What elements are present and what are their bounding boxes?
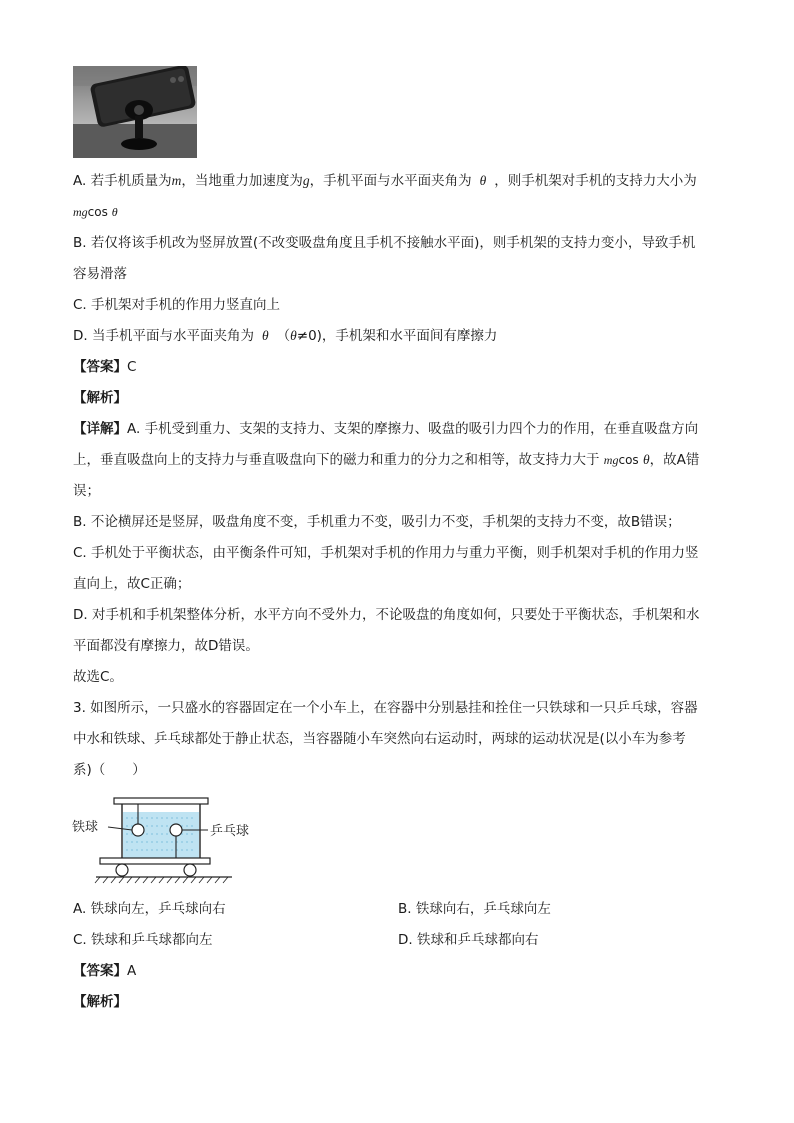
option-a-line1: A. 若手机质量为m，当地重力加速度为g，手机平面与水平面夹角为 θ ，则手机架对手机的支持力大小为 (73, 173, 697, 189)
phone-holder-photo (73, 66, 197, 158)
option-b-line1: B. 若仅将该手机改为竖屏放置(不改变吸盘角度且手机不接触水平面)，则手机架的支持力变小，导致手机 (73, 235, 696, 251)
q3-option-d: D. 铁球和乒乓球都向右 (398, 932, 539, 948)
option-d: D. 当手机平面与水平面夹角为 θ （θ≠0)，手机架和水平面间有摩擦力 (73, 328, 498, 344)
choose-line: 故选C。 (73, 669, 123, 685)
answer-value: C (127, 359, 137, 375)
answer-q2 (73, 358, 136, 376)
explanation-c-line2: 直向上，故C正确； (73, 576, 191, 592)
var-m: m (171, 173, 182, 188)
explanation-d-line1: D. 对手机和手机架整体分析，水平方向不受外力，不论吸盘的角度如何，只要处于平衡状态，手机架和水 (73, 607, 700, 623)
answer-label: 【答案】 (73, 359, 127, 375)
answer-value-q3: A (127, 963, 137, 979)
phone-holder-illustration (73, 66, 197, 158)
explanation-d-line2: 平面都没有摩擦力，故D错误。 (73, 638, 259, 654)
answer-q3 (73, 962, 136, 980)
q3-stem-line3: 系)（ ） (73, 762, 146, 778)
option-a-line2: mgcos θ (73, 205, 118, 219)
label-pingpong-ball: 乒乓球 (210, 824, 250, 839)
q3-option-c: C. 铁球和乒乓球都向左 (73, 932, 213, 948)
answer-label-q3: 【答案】 (73, 963, 127, 979)
explanation-a-line3: 误； (73, 483, 100, 499)
cart-container-diagram (70, 790, 260, 885)
explanation-c-line1: C. 手机处于平衡状态，由平衡条件可知，手机架对手机的作用力与重力平衡，则手机架对手机的作用力竖 (73, 545, 699, 561)
explanation-b: B. 不论横屏还是竖屏，吸盘角度不变，手机重力不变，吸引力不变，手机架的支持力不变，故B错误； (73, 514, 681, 530)
analysis-label-q3: 【解析】 (73, 994, 127, 1010)
option-b-line2: 容易滑落 (73, 266, 127, 282)
q3-option-a: A. 铁球向左，乒乓球向右 (73, 901, 226, 917)
q3-stem-line1: 3. 如图所示，一只盛水的容器固定在一个小车上，在容器中分别悬挂和拴住一只铁球和一只乒乓球，容器 (73, 700, 698, 716)
var-g: g (302, 173, 310, 188)
explanation-a-line2: 上，垂直吸盘向上的支持力与垂直吸盘向下的磁力和重力的分力之和相等，故支持力大于 mgcos θ，故A错 (73, 452, 700, 468)
pingpong-ball (170, 824, 182, 836)
option-c: C. 手机架对手机的作用力竖直向上 (73, 297, 281, 313)
q3-stem-line2: 中水和铁球、乒乓球都处于静止状态，当容器随小车突然向右运动时，两球的运动状况是(以小车为参考 (73, 731, 686, 747)
iron-ball (132, 824, 144, 836)
label-iron-ball: 铁球 (72, 820, 99, 835)
explanation-a-line1: 【详解】A. 手机受到重力、支架的支持力、支架的摩擦力、吸盘的吸引力四个力的作用，在垂直吸盘方向 (73, 421, 699, 437)
analysis-label-q2: 【解析】 (73, 390, 127, 406)
var-theta: θ (479, 173, 487, 188)
q3-option-b: B. 铁球向右，乒乓球向左 (398, 901, 551, 917)
